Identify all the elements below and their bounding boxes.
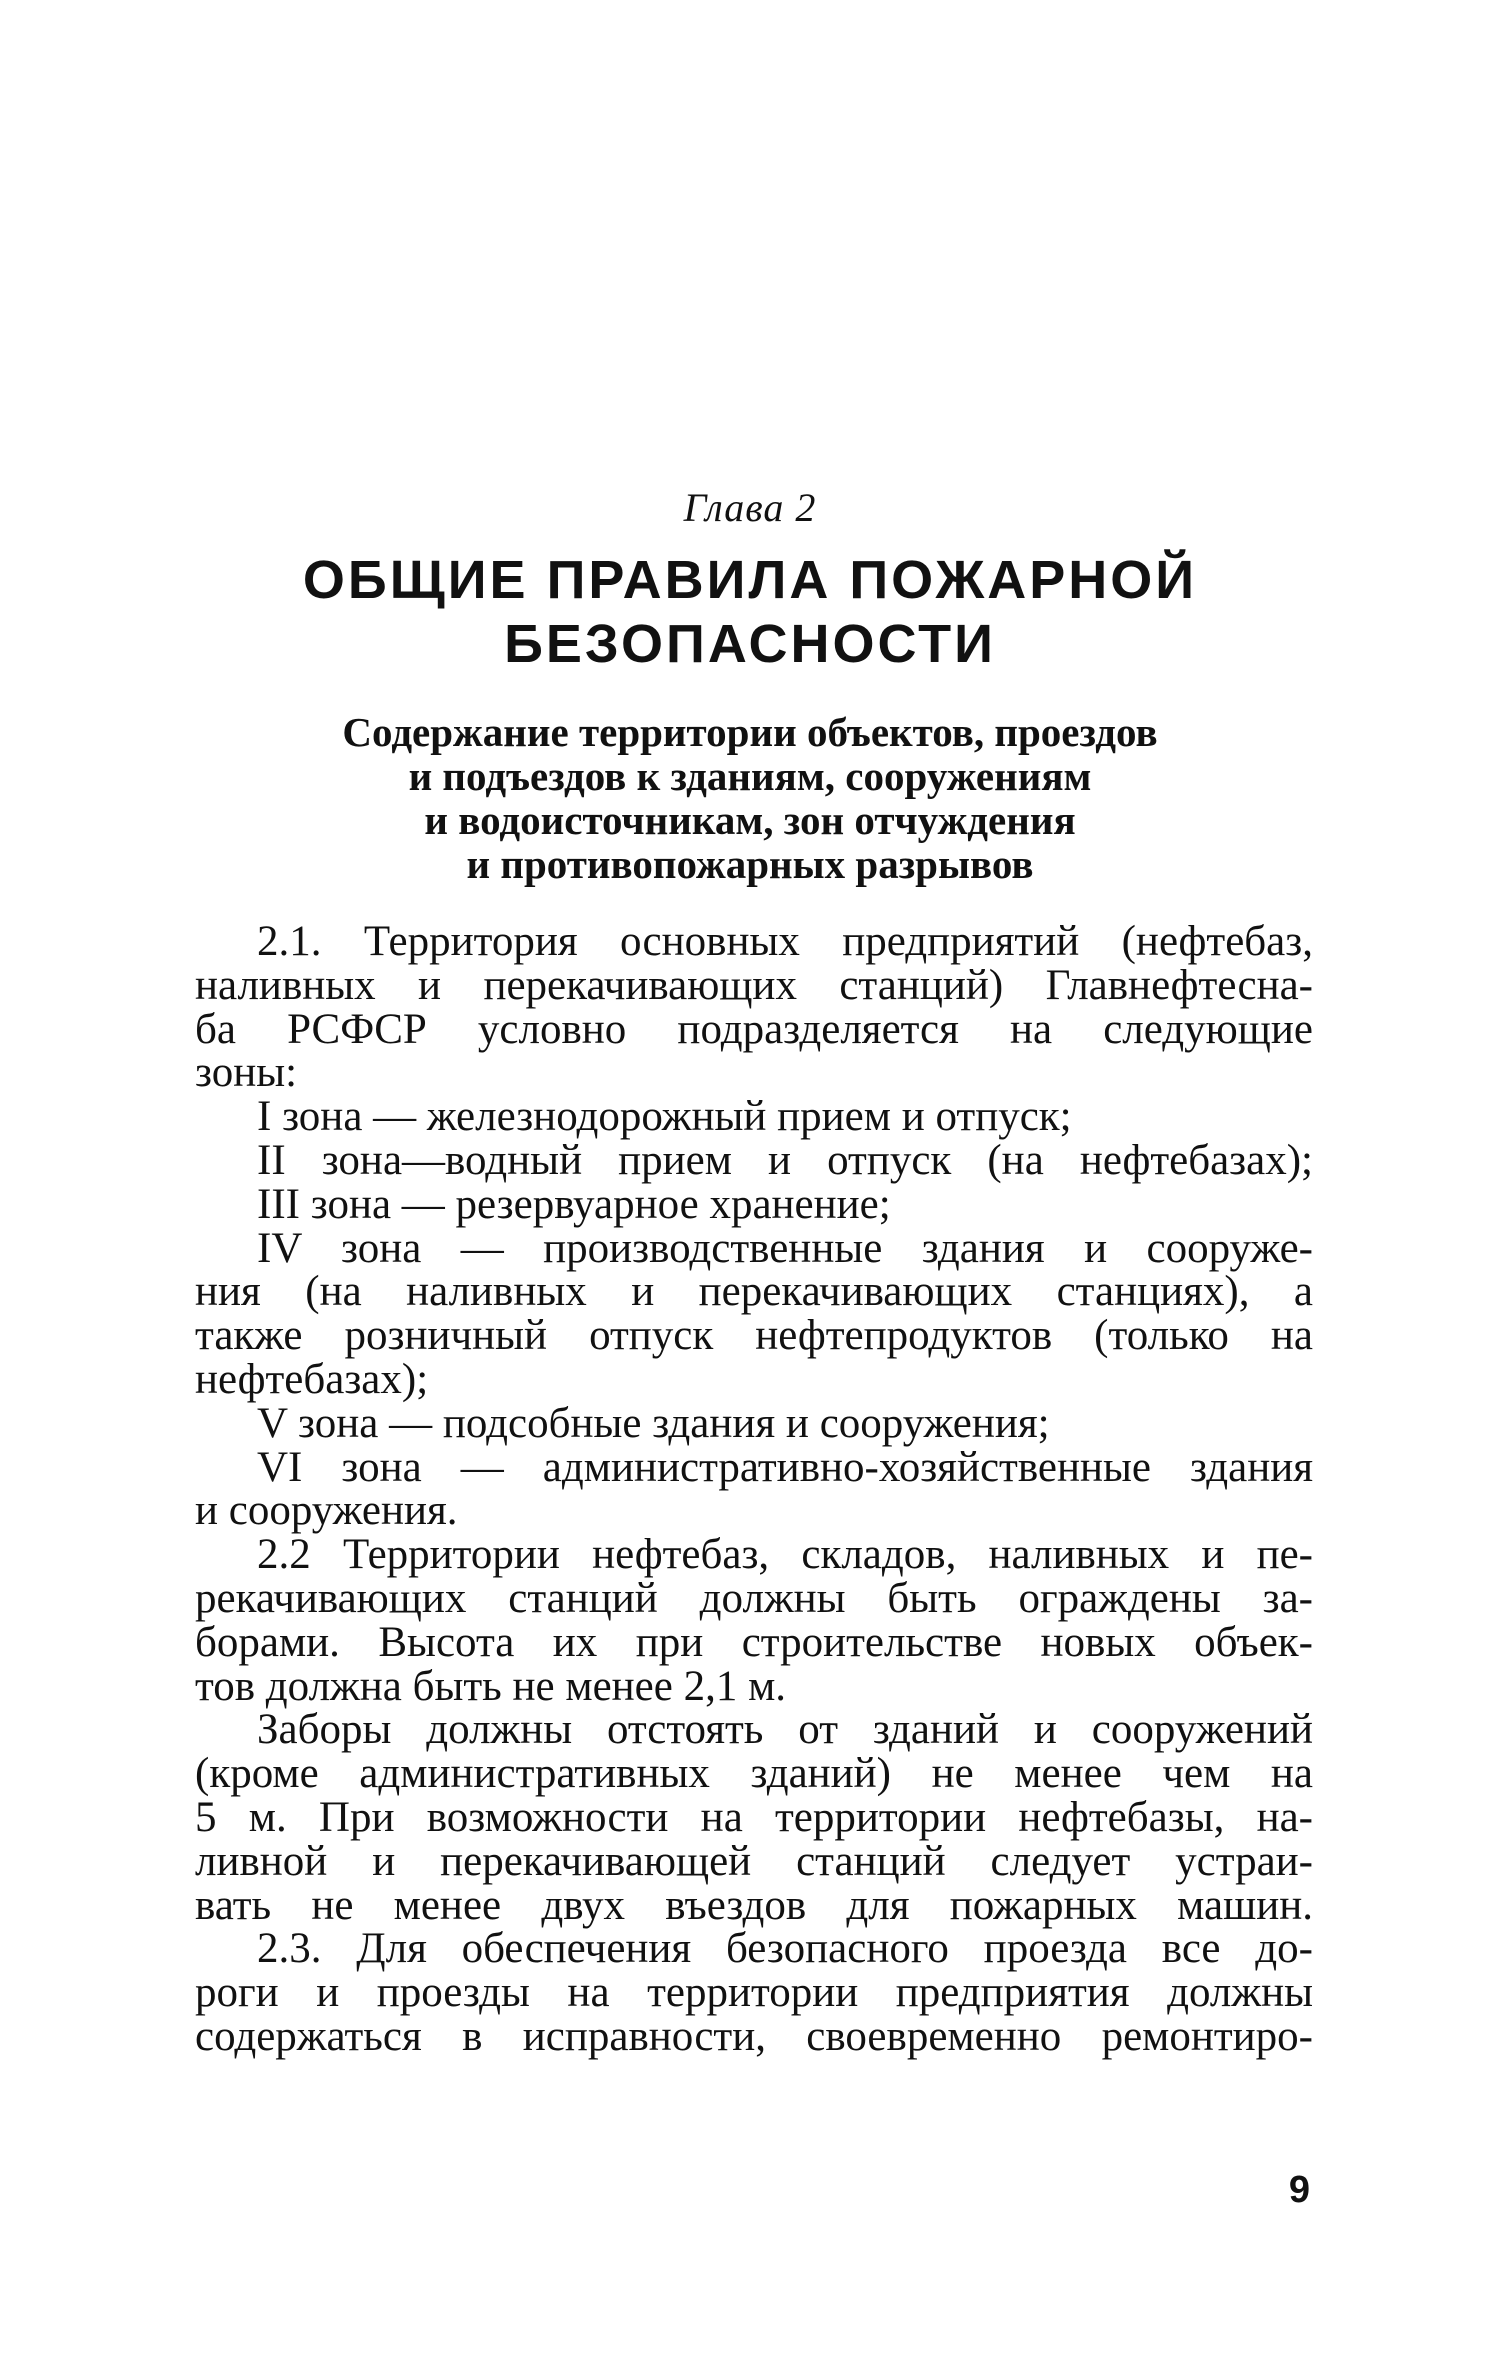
paragraph-line: II зона—водный прием и отпуск (на нефтебазах); xyxy=(257,1136,1313,1184)
section-heading-line: и водоисточникам, зон отчуждения xyxy=(424,797,1076,843)
paragraph-line: также розничный отпуск нефтепродуктов (только на xyxy=(195,1312,1313,1360)
paragraph-line: I зона — железнодорожный прием и отпуск; xyxy=(257,1093,1072,1141)
section-heading-line: и подъездов к зданиям, сооружениям xyxy=(408,753,1092,799)
chapter-title xyxy=(0,548,1500,676)
paragraph-line: зоны: xyxy=(195,1049,298,1097)
body-text xyxy=(195,920,1313,2059)
paragraph-line: роги и проезды на территории предприятия должны xyxy=(195,1969,1313,2017)
section-heading xyxy=(0,710,1500,886)
paragraph-line: и сооружения. xyxy=(195,1487,458,1535)
paragraph-line: V зона — подсобные здания и сооружения; xyxy=(257,1399,1050,1447)
paragraph-line: 2.1. Территория основных предприятий (нефтебаз, xyxy=(257,918,1313,965)
paragraph-line: (кроме административных зданий) не менее чем на xyxy=(195,1750,1313,1798)
paragraph-line: вать не менее двух въездов для пожарных машин. xyxy=(195,1881,1313,1929)
chapter-label: Глава 2 xyxy=(683,485,817,530)
paragraph-line: 2.2 Территории нефтебаз, складов, наливных и пе- xyxy=(257,1531,1313,1579)
paragraph-line: 5 м. При возможности на территории нефтебазы, на- xyxy=(195,1793,1313,1841)
paragraph-line: рекачивающих станций должны быть ограждены за- xyxy=(195,1574,1313,1622)
paragraph-line: содержаться в исправности, своевременно ремонтиро- xyxy=(195,2012,1313,2060)
paragraph-line: ба РСФСР условно подразделяется на следующие xyxy=(195,1005,1313,1053)
paragraph-line: ния (на наливных и перекачивающих станциях), а xyxy=(195,1268,1313,1316)
paragraph-line: ливной и перекачивающей станций следует устраи- xyxy=(195,1837,1313,1885)
paragraph-line: наливных и перекачивающих станций) Главнефтесна- xyxy=(195,961,1313,1009)
paragraph-line: III зона — резервуарное хранение; xyxy=(257,1180,891,1228)
chapter-title-line: БЕЗОПАСНОСТИ xyxy=(504,614,996,674)
paragraph-line: тов должна быть не менее 2,1 м. xyxy=(195,1662,787,1710)
section-heading-line: и противопожарных разрывов xyxy=(466,841,1034,887)
paragraph-line: Заборы должны отстоять от зданий и сооружений xyxy=(257,1706,1313,1754)
paragraph-line: 2.3. Для обеспечения безопасного проезда все до- xyxy=(257,1925,1313,1973)
section-heading-line: Содержание территории объектов, проездов xyxy=(342,709,1158,755)
paragraph-line: IV зона — производственные здания и сооруже- xyxy=(257,1224,1313,1272)
paragraph-line: борами. Высота их при строительстве новых объек- xyxy=(195,1618,1313,1666)
chapter-title-line: ОБЩИЕ ПРАВИЛА ПОЖАРНОЙ xyxy=(302,550,1198,610)
paragraph-line: нефтебазах); xyxy=(195,1355,429,1403)
page-number: 9 xyxy=(1288,2169,1310,2211)
paragraph-line: VI зона — административно-хозяйственные здания xyxy=(257,1443,1313,1491)
